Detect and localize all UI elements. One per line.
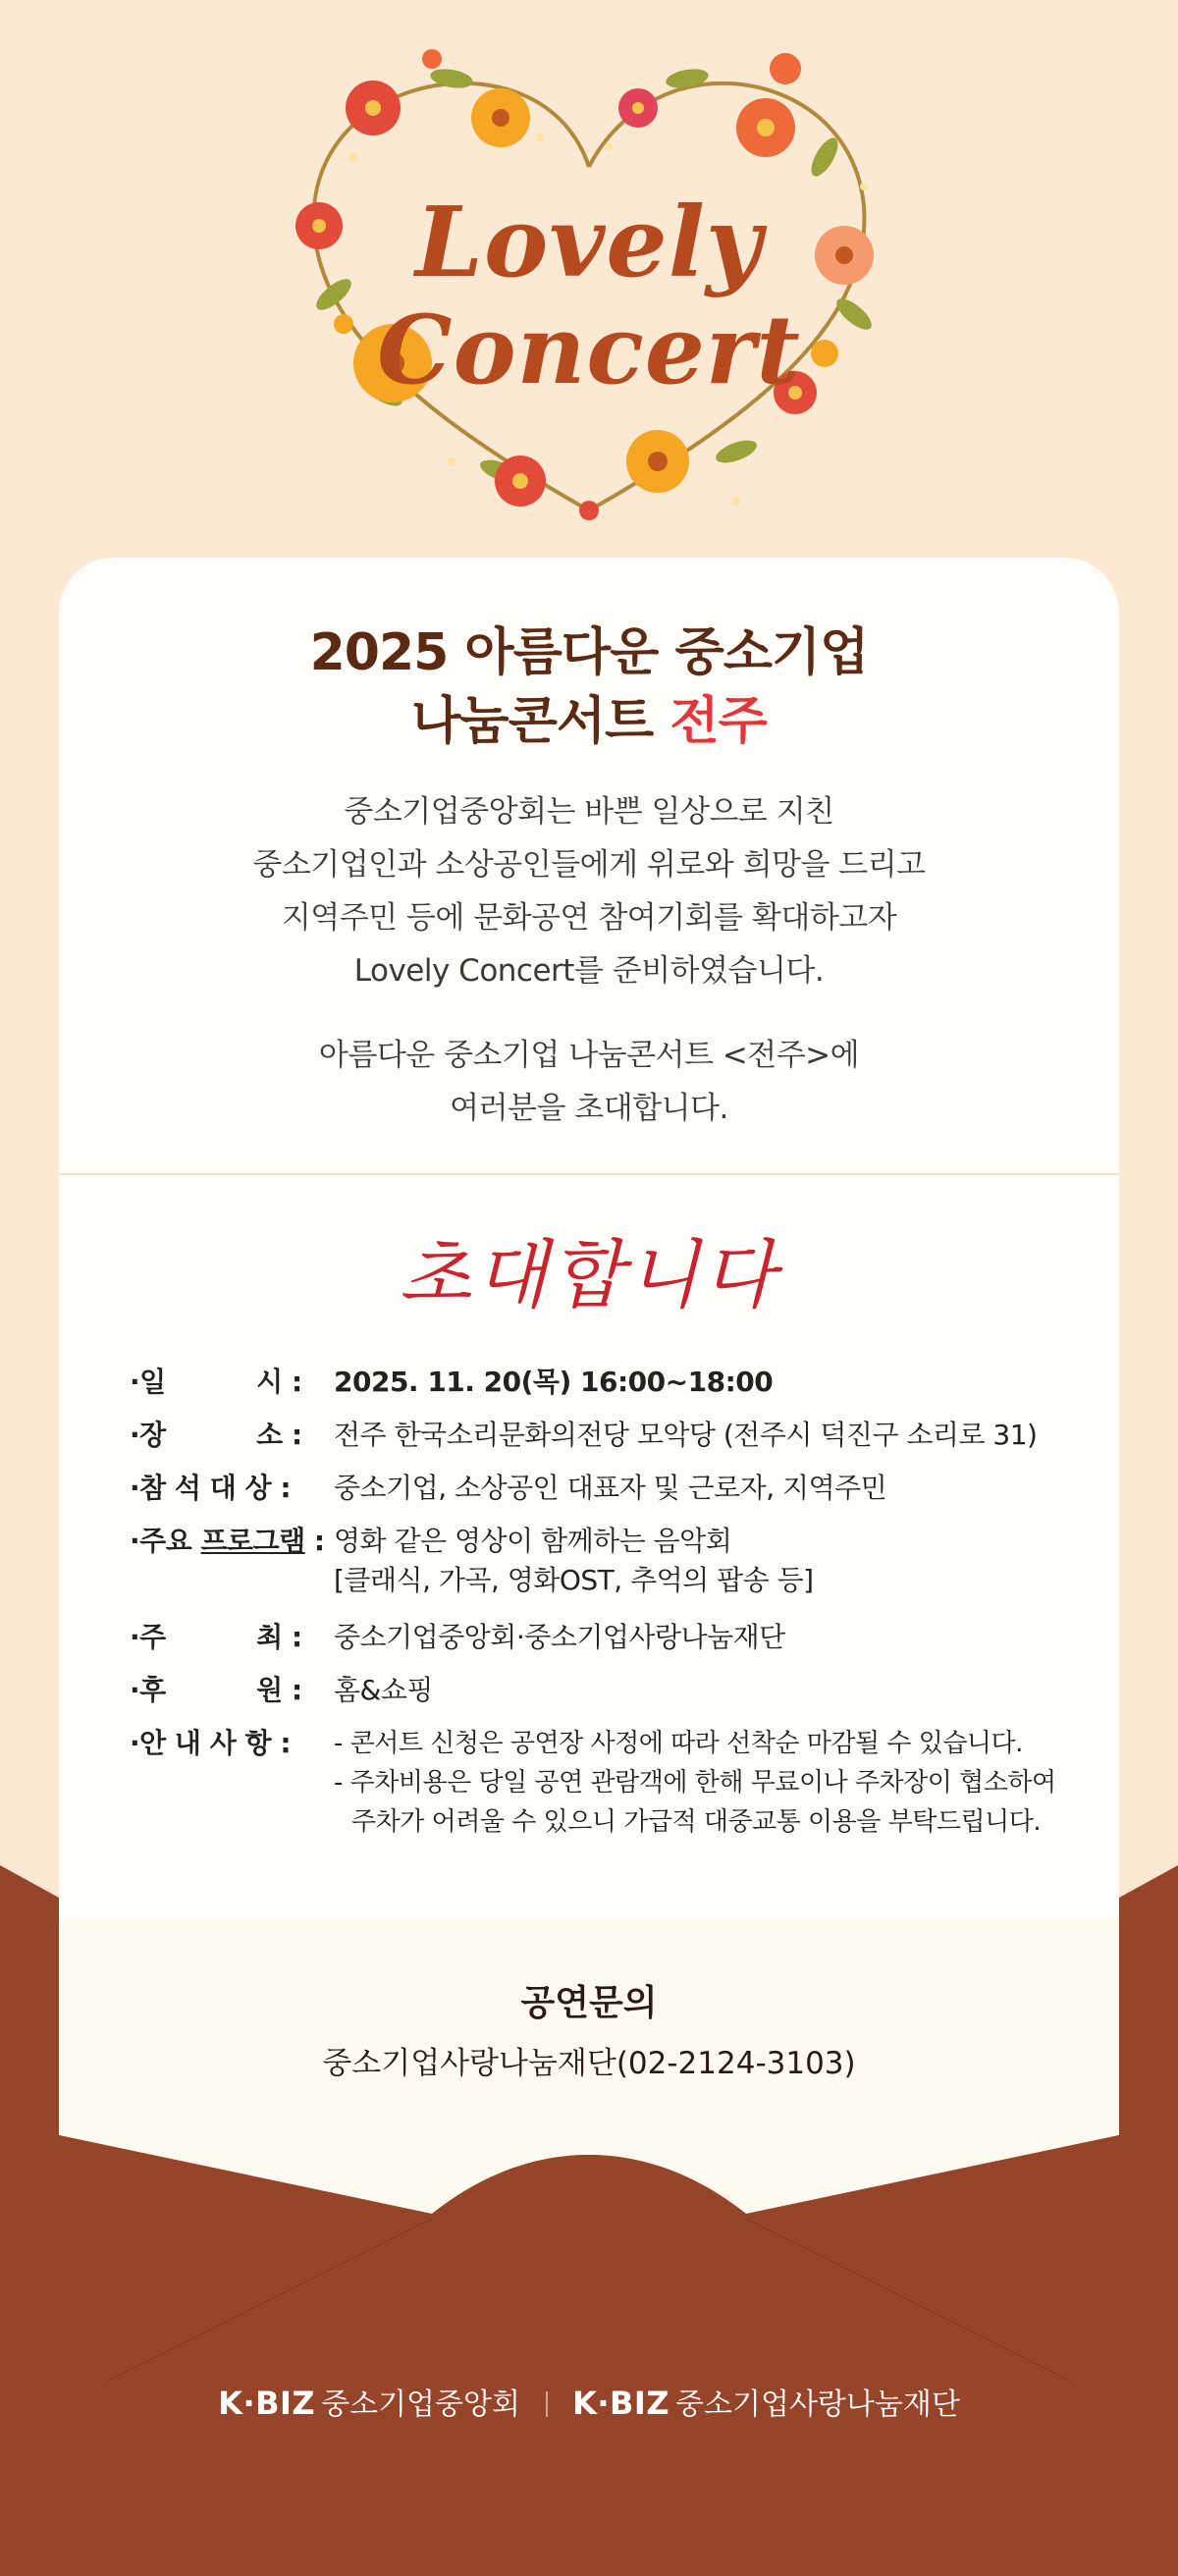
detail-value: 전주 한국소리문화의전당 모악당 (전주시 덕진구 소리로 31) [334,1419,1038,1451]
label-suffix: : [304,1525,325,1557]
event-title-main: 나눔콘서트 [411,692,670,751]
notice-line: - 콘서트 신청은 공연장 사정에 따라 선착순 마감될 수 있습니다. [334,1729,1023,1758]
label-underlined: 프로그램 [200,1525,305,1557]
contact-title: 공연문의 [520,1983,658,2023]
detail-label [130,1522,334,1600]
intro-line: 중소기업인과 소상공인들에게 위로와 희망을 드리고 [252,847,926,883]
org-name: 중소기업사랑나눔재단 [675,2388,960,2422]
detail-place [130,1416,1038,1455]
script-heading: 초대합니다 [399,1231,779,1318]
detail-sponsor [130,1671,433,1710]
notice-line: 주차가 어려울 수 있으니 가급적 대중교통 이용을 부탁드립니다. [351,1807,1042,1837]
logo-separator [546,2391,548,2417]
program-line: 영화 같은 영상이 함께하는 음악회 [334,1525,732,1557]
event-title-line1: 2025 아름다운 중소기업 [309,623,869,682]
detail-label: ·장 소 : [130,1419,302,1451]
event-city: 전주 [669,692,767,751]
notice-line: - 주차비용은 당일 공연 관람객에 한해 무료이나 주차장이 협소하여 [334,1768,1056,1798]
section-divider [59,1173,1119,1175]
detail-label: ·참 석 대 상 : [130,1472,292,1504]
detail-label: ·일 시 : [130,1366,302,1398]
detail-value: 중소기업, 소상공인 대표자 및 근로자, 지역주민 [334,1472,887,1504]
kbiz-logo: K·BIZ [218,2385,316,2422]
footer-logos [0,2380,1178,2423]
org-name: 중소기업중앙회 [321,2388,520,2422]
intro-line: 지역주민 등에 문화공연 참여기회를 확대하고자 [281,900,897,936]
invitation-line: 아름다운 중소기업 나눔콘서트 <전주>에 [318,1038,860,1073]
contact-info: 중소기업사랑나눔재단(02-2124-3103) [322,2046,856,2081]
detail-value: 홈&쇼핑 [334,1674,433,1706]
detail-date [130,1363,773,1402]
logo-lovely: Lovely [415,187,763,299]
detail-notice [130,1724,1056,1842]
detail-label: ·주 최 : [130,1621,302,1653]
invitation-line: 여러분을 초대합니다. [450,1091,728,1126]
event-title-line2 [59,687,1119,756]
detail-target [130,1469,886,1508]
detail-host [130,1618,785,1657]
detail-value [334,1724,1056,1842]
detail-value [334,1522,814,1600]
logo-concert: Concert [377,295,801,405]
intro-line: 중소기업중앙회는 바쁜 일상으로 지친 [344,794,834,830]
detail-program [130,1522,814,1600]
intro-text [59,785,1119,1135]
detail-label: ·후 원 : [130,1674,302,1706]
detail-label: ·안 내 사 항 : [130,1727,292,1759]
detail-value: 중소기업중앙회·중소기업사랑나눔재단 [334,1621,785,1653]
intro-line: Lovely Concert를 준비하였습니다. [353,953,825,989]
program-line: [클래식, 가곡, 영화OST, 추억의 팝송 등] [334,1564,814,1596]
detail-value: 2025. 11. 20(목) 16:00~18:00 [334,1366,774,1398]
invitation-card [59,558,1119,1922]
kbiz-logo: K·BIZ [572,2385,670,2422]
label-prefix: ·주요 [130,1525,201,1557]
event-title [59,618,1119,756]
